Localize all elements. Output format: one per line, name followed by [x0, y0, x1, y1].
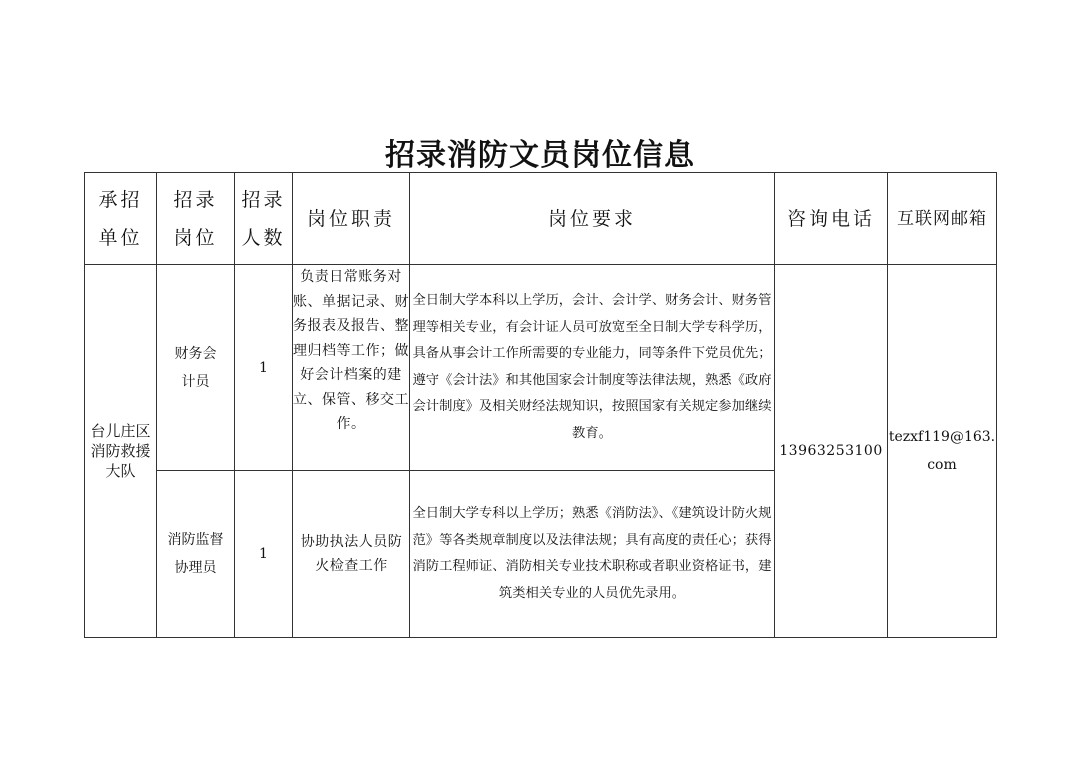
unit-cell: 台儿庄区消防救援大队	[85, 265, 157, 638]
header-responsibilities: 岗位职责	[293, 173, 410, 265]
table-header-row	[85, 173, 997, 265]
responsibilities-cell: 负责日常账务对账、单据记录、财务报表及报告、整理归档等工作；做好会计档案的建立、保管、移交工作。	[293, 265, 410, 471]
header-unit: 承招单位	[85, 173, 157, 265]
requirements-cell: 全日制大学专科以上学历；熟悉《消防法》、《建筑设计防火规范》等各类规章制度以及法律法规；具有高度的责任心；获得消防工程师证、消防相关专业技术职称或者职业资格证书，建筑类相关专业的人员优先录用。	[410, 471, 775, 638]
phone-cell: 13963253100	[775, 265, 888, 638]
header-count: 招录人数	[235, 173, 293, 265]
page-title: 招录消防文员岗位信息	[385, 138, 695, 173]
responsibilities-cell: 协助执法人员防火检查工作	[293, 471, 410, 638]
header-email: 互联网邮箱	[888, 173, 997, 265]
position-cell: 财务会计员	[157, 265, 235, 471]
recruitment-table	[84, 172, 997, 638]
header-position: 招录岗位	[157, 173, 235, 265]
count-cell: 1	[235, 471, 293, 638]
email-cell: tezxf119@163.com	[888, 265, 997, 638]
header-phone: 咨询电话	[775, 173, 888, 265]
header-requirements: 岗位要求	[410, 173, 775, 265]
requirements-cell: 全日制大学本科以上学历，会计、会计学、财务会计、财务管理等相关专业，有会计证人员可放宽至全日制大学专科学历，具备从事会计工作所需要的专业能力，同等条件下党员优先；遵守《会计法》和其他国家会计制度等法律法规，熟悉《政府会计制度》及相关财经法规知识，按照国家有关规定参加继续教育。	[410, 265, 775, 471]
table-row	[85, 265, 997, 471]
count-cell: 1	[235, 265, 293, 471]
position-cell: 消防监督协理员	[157, 471, 235, 638]
